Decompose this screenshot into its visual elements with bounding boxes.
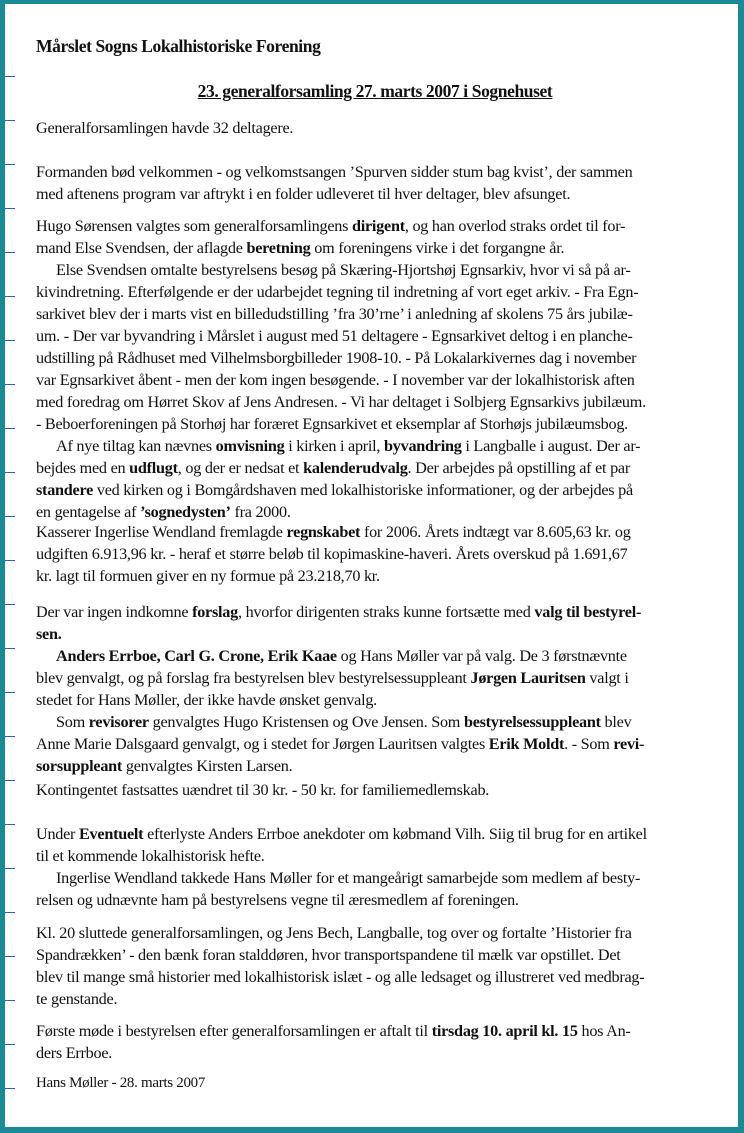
margin-tick	[5, 1000, 15, 1001]
paragraph-accounts: Kasserer Ingerlise Wendland fremlagde regnskabet for 2006. Årets indtægt var 8.605,63 kr. og udgiften 6.913,96 kr. - heraf et større beløb til kopimaskine-haveri. Årets overskud på 1.691,67 kr. lagt til formuen giver en ny formue på 23.218,70 kr.	[36, 523, 631, 585]
margin-ticks	[5, 4, 17, 1127]
margin-tick	[5, 296, 15, 297]
margin-tick	[5, 780, 15, 781]
paragraph-closing: Kl. 20 sluttede generalforsamlingen, og Jens Bech, Langballe, tog over og fortalte ’Historier fra Spandrækken’ - den bænk foran stalddøren, hvor transportspandene til mælk var opstillet. Det blev til mange små historier med lokalhistorisk islæt - og alle ledsaget og illustreret ved medbrag- te genstande.	[36, 924, 645, 1008]
paragraph-miscellaneous: Under Eventuelt efterlyste Anders Errboe anekdoter om købmand Vilh. Siig til brug for en artikel til et kommende lokalhistorisk hefte. Ingerlise Wendland takkede Hans Møller for et mangeårigt samarbejde som medlem af besty- relsen og udnævnte ham på bestyrelsens vegne til æresmedlem af foreningen.	[36, 825, 647, 909]
margin-tick	[5, 692, 15, 693]
margin-tick	[5, 736, 15, 737]
document-title: 23. generalforsamling 27. marts 2007 i Sognehuset	[197, 81, 553, 101]
margin-tick	[5, 1044, 15, 1045]
margin-tick	[5, 824, 15, 825]
margin-tick	[5, 252, 15, 253]
paragraph-elections: Der var ingen indkomne forslag, hvorfor dirigenten straks kunne fortsætte med valg til bestyrel- sen. Anders Errboe, Carl G. Crone, Erik Kaae og Hans Møller var på valg. De 3 førstnævnte blev genvalgt, og på forslag fra bestyrelsen blev bestyrelsessuppleant Jørgen Lauritsen valgt i stedet for Hans Møller, der ikke havde ønsket genvalg. Som revisorer genvalgtes Hugo Kristensen og Ove Jensen. Som bestyrelsessuppleant blev Anne Marie Dalsgaard genvalgt, og i stedet for Jørgen Lauritsen valgtes Erik Moldt. - Som revi- sorsuppleant genvalgtes Kirsten Larsen.	[36, 603, 645, 775]
margin-tick	[5, 164, 15, 165]
signature: Hans Møller - 28. marts 2007	[36, 1075, 206, 1091]
document-page	[5, 4, 738, 1127]
paragraph-next-meeting: Første møde i bestyrelsen efter generalforsamlingen er aftalt til tirsdag 10. april kl. 15 hos An- ders Errboe.	[36, 1022, 631, 1062]
organization-heading: Mårslet Sogns Lokalhistoriske Forening	[36, 36, 321, 56]
paragraph-attendance: Generalforsamlingen havde 32 deltagere.	[36, 119, 294, 137]
paragraph-welcome: Formanden bød velkommen - og velkomstsangen ’Spurven sidder stum bag kvist’, der sammen med aftenens program var aftrykt i en folder udleveret til hver deltager, blev afsunget.	[36, 163, 633, 203]
paragraph-report: Hugo Sørensen valgtes som generalforsamlingens dirigent, og han overlod straks ordet til for- mand Else Svendsen, der aflagde beretning om foreningens virke i det forgangne år. Else Svendsen omtalte bestyrelsens besøg på Skæring-Hjortshøj Egnsarkiv, hvor vi så på ar- kivindretning. Efterfølgende er der udarbejdet tegning til indretning af vort eget arkiv. - Fra Egn- sarkivet blev der i marts vist en billedudstilling ’fra 30’rne’ i anledning af skolens 75 års jubilæ- um. - Der var byvandring i Mårslet i august med 51 deltagere - Egnsarkivet deltog i en planche- udstilling på Rådhuset med Vilhelmsborgbilleder 1908-10. - På Lokalarkivernes dag i november var Egnsarkivet åbent - men der kom ingen besøgende. - I november var der lokalhistorisk aften med foredrag om Hørret Skov af Jens Andresen. - Vi har deltaget i Solbjerg Egnsarkivs jubilæum. - Beboerforeningen på Storhøj har foræret Egnsarkivet et eksemplar af Storhøjs jubilæumsbog. Af nye tiltag kan nævnes omvisning i kirken i april, byvandring i Langballe i august. Der ar- bejdes med en udflugt, og der er nedsat et kalenderudvalg. Der arbejdes på opstilling af et par standere ved kirken og i Bomgårdshaven med lokalhistoriske informationer, og der arbejdes på en gentagelse af ’sognedysten’ fra 2000.	[36, 217, 646, 521]
margin-tick	[5, 384, 15, 385]
margin-tick	[5, 912, 15, 913]
margin-tick	[5, 956, 15, 957]
paragraph-membership-fee: Kontingentet fastsattes uændret til 30 kr. - 50 kr. for familiemedlemskab.	[36, 781, 490, 799]
margin-tick	[5, 648, 15, 649]
margin-tick	[5, 120, 15, 121]
margin-tick	[5, 76, 15, 77]
margin-tick	[5, 560, 15, 561]
margin-tick	[5, 1088, 15, 1089]
margin-tick	[5, 208, 15, 209]
margin-tick	[5, 516, 15, 517]
margin-tick	[5, 604, 15, 605]
margin-tick	[5, 428, 15, 429]
margin-tick	[5, 472, 15, 473]
margin-tick	[5, 340, 15, 341]
margin-tick	[5, 868, 15, 869]
